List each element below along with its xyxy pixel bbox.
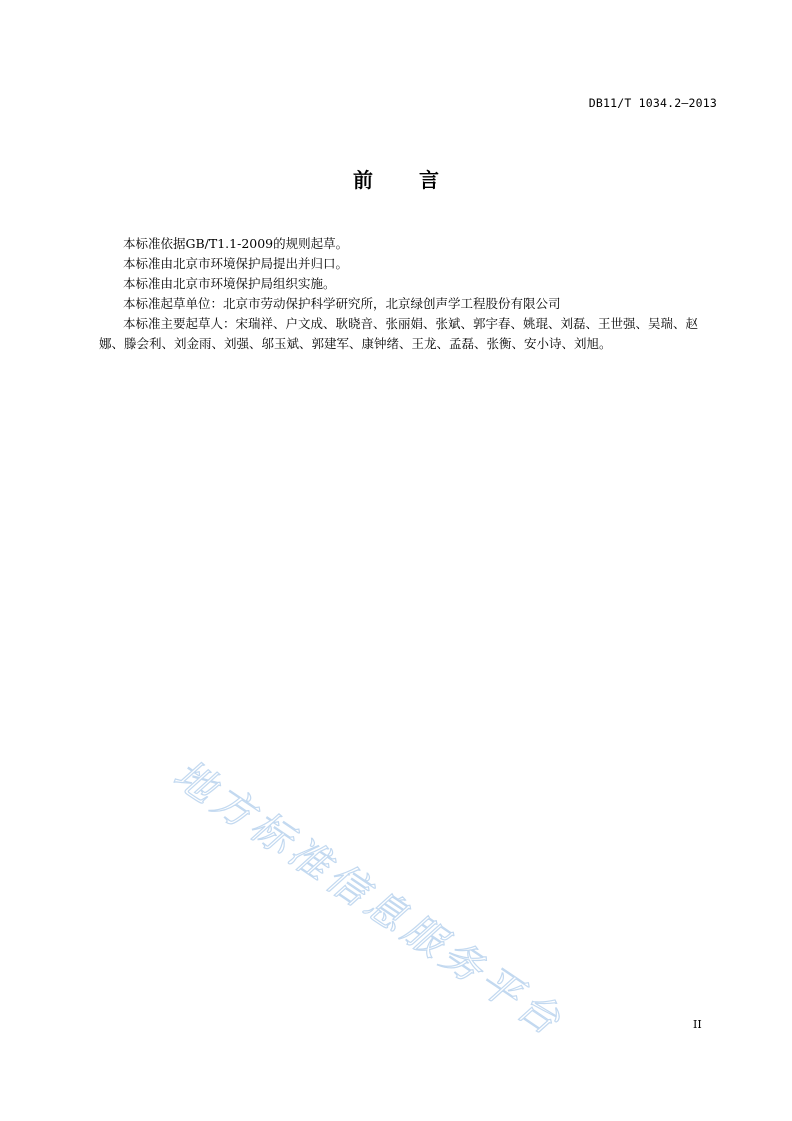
paragraph-implementer: 本标准由北京市环境保护局组织实施。 bbox=[123, 276, 336, 291]
watermark-text: 地方标准信息服务平台 bbox=[165, 751, 573, 1047]
paragraph-drafting-rules: 本标准依据GB/T1.1-2009的规则起草。 bbox=[123, 236, 349, 251]
paragraph-drafters: 本标准主要起草人：宋瑞祥、户文成、耿晓音、张丽娟、张斌、郭宇春、姚琨、刘磊、王世强、吴瑞、赵娜、滕会利、刘金雨、刘强、邬玉斌、郭建军、康钟绪、王龙、孟磊、张衡、安小诗、刘旭。 bbox=[99, 316, 699, 351]
page-number: II bbox=[693, 1018, 702, 1031]
document-code: DB11/T 1034.2—2013 bbox=[588, 96, 717, 110]
page-title: 前言 bbox=[353, 168, 485, 192]
foreword-body bbox=[99, 234, 719, 354]
paragraph-drafting-units: 本标准起草单位：北京市劳动保护科学研究所，北京绿创声学工程股份有限公司 bbox=[123, 296, 561, 311]
paragraph-proposer: 本标准由北京市环境保护局提出并归口。 bbox=[123, 256, 349, 271]
